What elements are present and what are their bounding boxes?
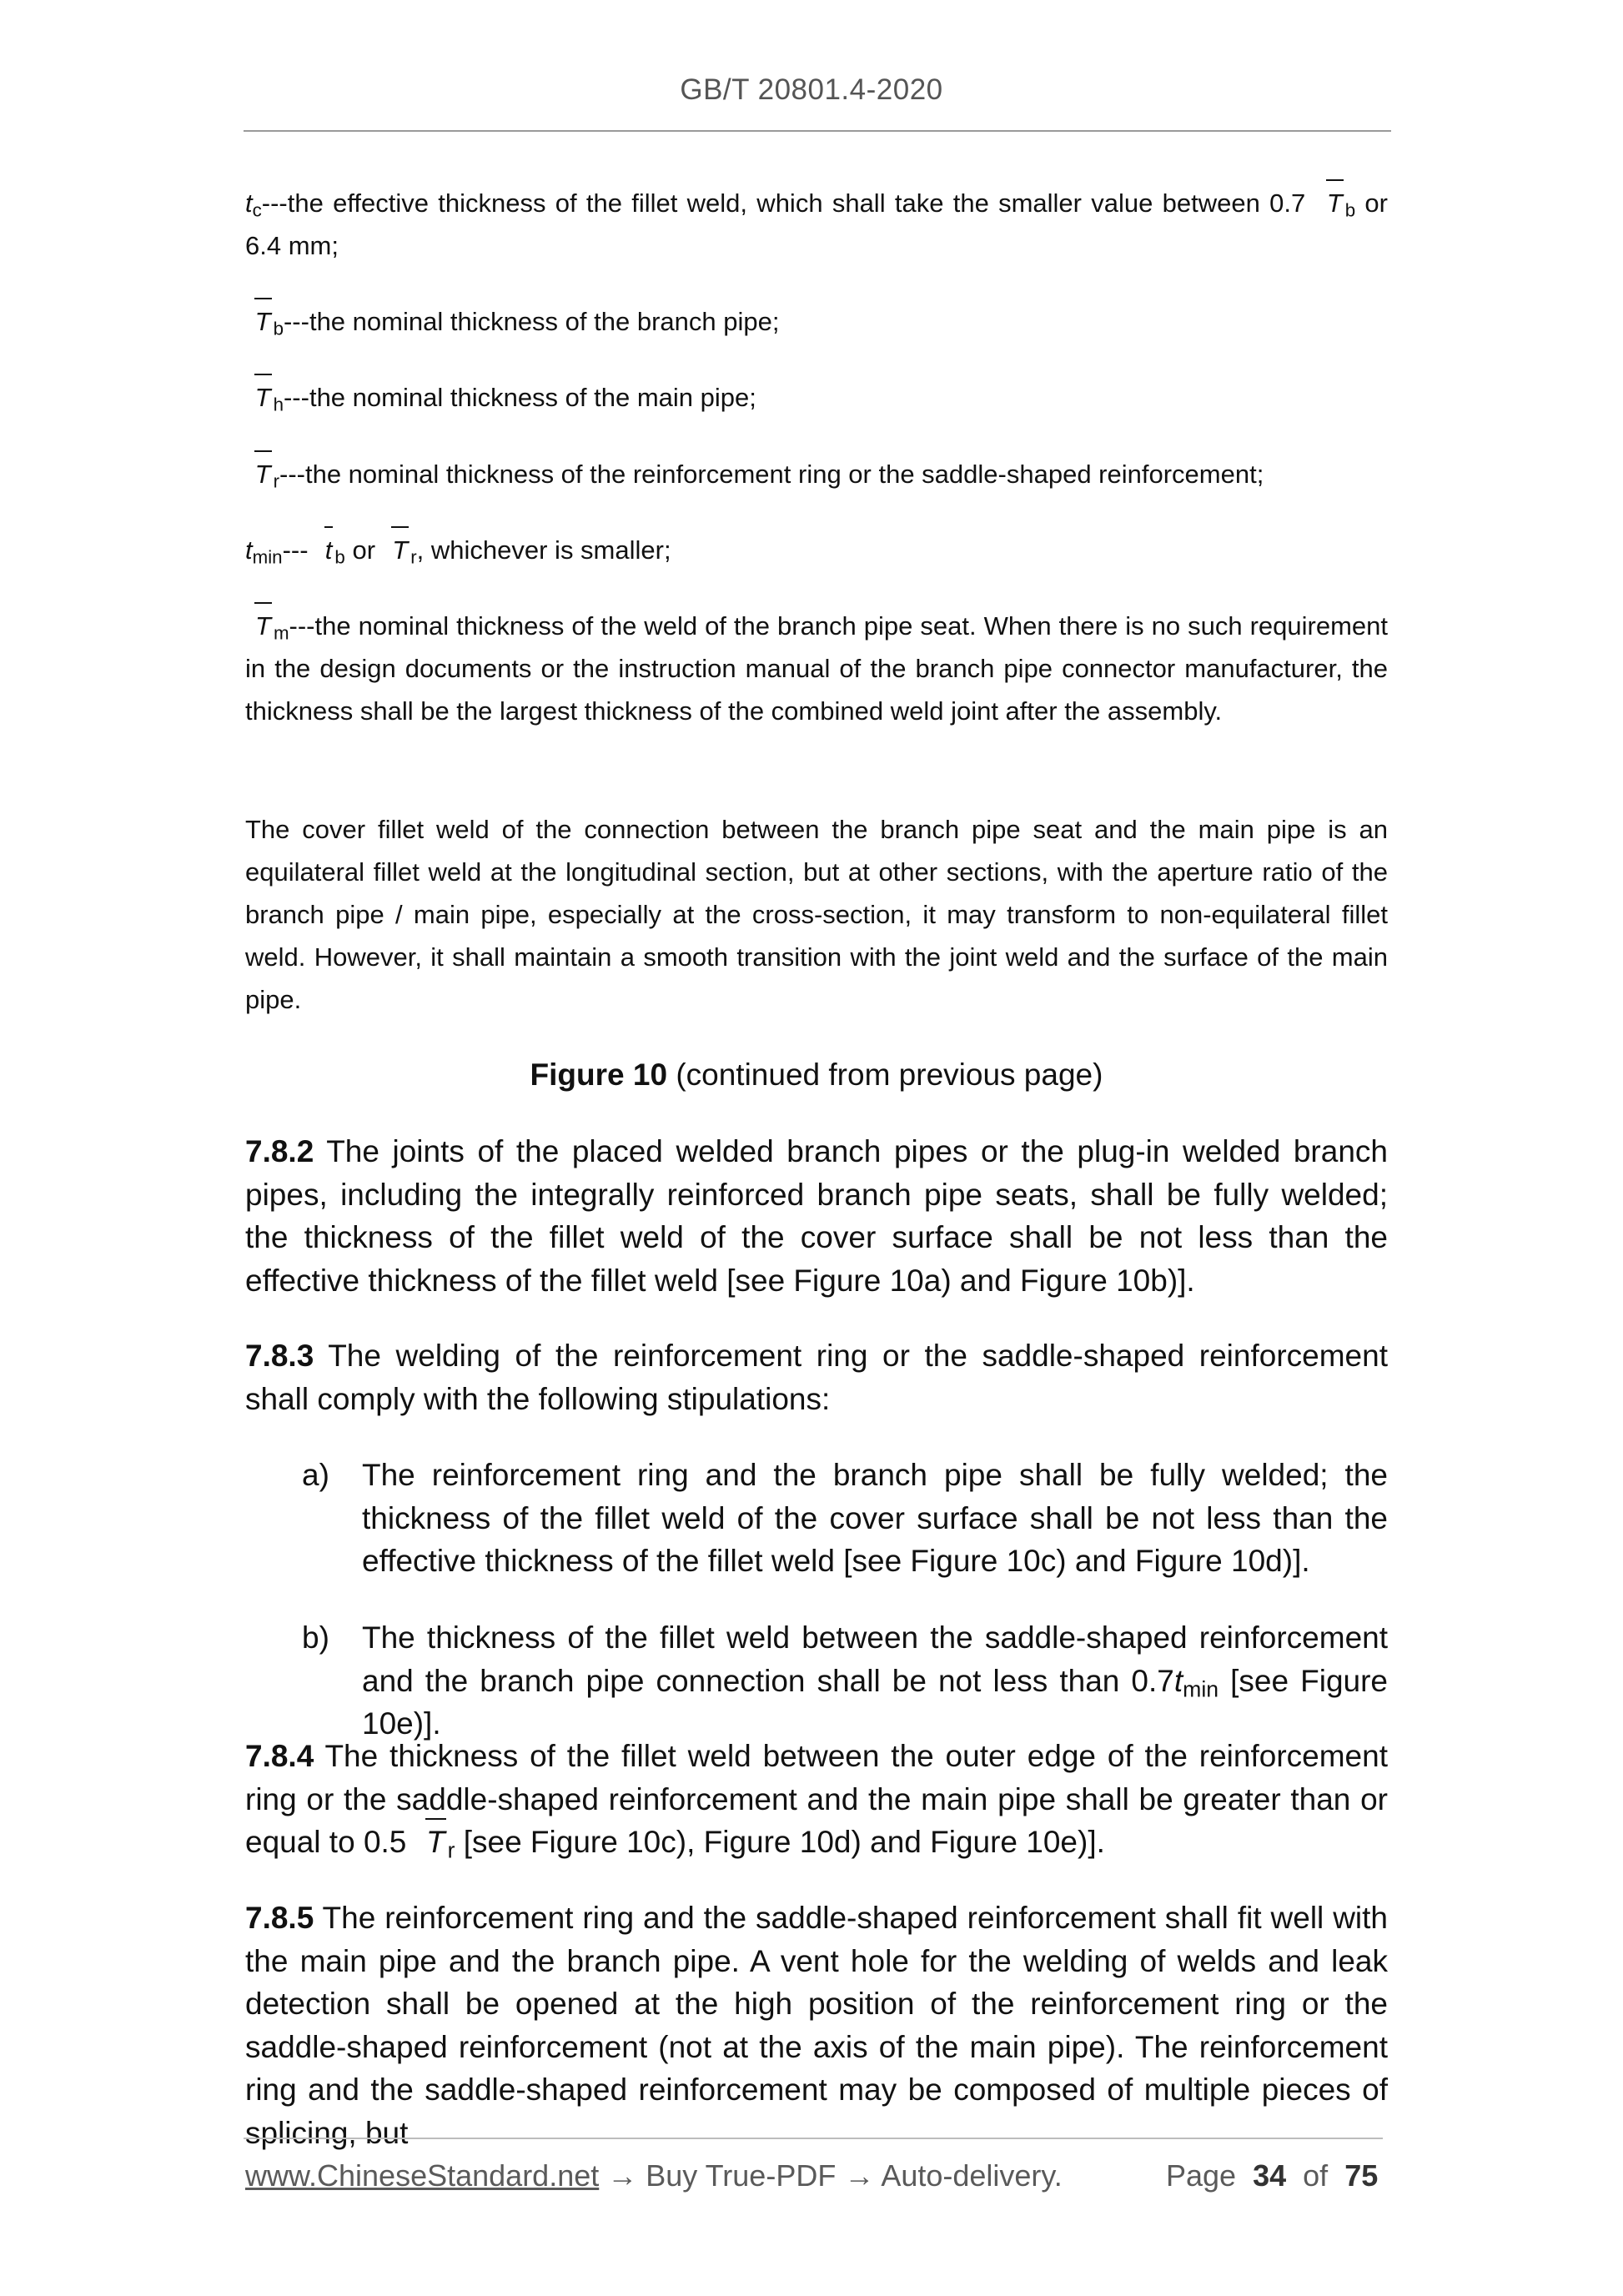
header-rule xyxy=(244,130,1391,132)
list-marker: b) xyxy=(302,1620,329,1655)
clause-text: The welding of the reinforcement ring or the saddle-shaped reinforcement shall comply with the following stipulations: xyxy=(245,1339,1388,1416)
list-item-text xyxy=(362,1616,1388,1746)
clause-7-8-2 xyxy=(245,1130,1388,1302)
clause-number: 7.8.5 xyxy=(245,1901,314,1935)
figure-caption-label: Figure 10 xyxy=(530,1058,668,1092)
page-of-label: of xyxy=(1303,2158,1329,2193)
symbol-tm: T xyxy=(253,605,274,647)
definition-tc xyxy=(245,182,1388,267)
symbol-tmin-sub: min xyxy=(252,546,283,568)
page-current: 34 xyxy=(1253,2158,1287,2193)
definition-tm xyxy=(245,605,1388,732)
footer-promo-text: → Buy True-PDF → Auto-delivery. xyxy=(599,2158,1063,2193)
symbol-tmin-2-sub: min xyxy=(1183,1676,1219,1702)
header-title: GB/T 20801.4-2020 xyxy=(680,73,943,106)
clause-number: 7.8.2 xyxy=(245,1134,314,1168)
symbol-tr-2-sub: r xyxy=(410,546,417,568)
list-item-b-text: The thickness of the fillet weld between the saddle-shaped reinforcement and the branch pipe connection shall be not less than 0.7 xyxy=(362,1620,1388,1698)
clause-number: 7.8.4 xyxy=(245,1739,314,1773)
definition-tc-text: ---the effective thickness of the fillet weld, which shall take the smaller value between 0.7 xyxy=(261,188,1306,218)
symbol-tb-sub2: b xyxy=(273,318,284,339)
clause-number: 7.8.3 xyxy=(245,1339,314,1373)
symbol-th-sub: h xyxy=(273,394,284,415)
symbol-tc-sub: c xyxy=(252,199,262,221)
clause-7-8-5 xyxy=(245,1897,1388,2154)
figure-caption-rest: (continued from previous page) xyxy=(667,1058,1103,1092)
symbol-tb: T xyxy=(253,300,274,343)
definition-tr-text: ---the nominal thickness of the reinforcement ring or the saddle-shaped reinforcement; xyxy=(279,460,1264,489)
symbol-tc: t xyxy=(245,188,253,218)
symbol-tb-lower: t xyxy=(323,529,335,571)
definition-tmin-dash: --- xyxy=(282,535,309,565)
symbol-tr-2: T xyxy=(389,529,410,571)
list-item-b-end: [see Figure 10e)]. xyxy=(362,1663,1388,1741)
footer-promo xyxy=(245,2158,1063,2193)
definition-tmin-end: , whichever is smaller; xyxy=(416,535,671,565)
definition-tb-text: ---the nominal thickness of the branch pipe; xyxy=(283,307,780,336)
clause-text: The joints of the placed welded branch pipes or the plug-in welded branch pipes, including the integrally reinforced branch pipe seats, shall be fully welded; the thickness of the fillet weld of the cover surface shall be not less than the effective thickness of the fillet weld [see Figure 10a) and Figure 10b)]. xyxy=(245,1134,1388,1298)
symbol-tmin: t xyxy=(245,535,253,565)
clause-7-8-3 xyxy=(245,1334,1388,1420)
definition-th-text: ---the nominal thickness of the main pipe; xyxy=(283,383,756,412)
symbol-tr-3-sub: r xyxy=(447,1837,455,1863)
clause-7-8-4 xyxy=(245,1735,1388,1864)
page-label: Page xyxy=(1166,2158,1237,2193)
symbol-tm-sub: m xyxy=(273,622,289,644)
list-marker: a) xyxy=(302,1458,329,1492)
page-number xyxy=(1166,2158,1378,2193)
symbol-tb-lower-sub: b xyxy=(334,546,345,568)
definition-tc-end: or 6.4 mm; xyxy=(245,188,1388,260)
figure-note: The cover fillet weld of the connection between the branch pipe seat and the main pipe is an equilateral fillet weld at the longitudinal section, but at other sections, with the aperture ratio of the branch pipe / main pipe, especially at the cross-section, it may transform to non-equilateral fillet weld. However, it shall maintain a smooth transition with the joint weld and the surface of the main pipe. xyxy=(245,815,1388,1014)
list-item-text: The reinforcement ring and the branch pipe shall be fully welded; the thickness of the fillet weld of the cover surface shall be not less than the effective thickness of the fillet weld [see Figure 10c) and Figure 10d)]. xyxy=(362,1458,1388,1578)
page-total: 75 xyxy=(1344,2158,1379,2193)
definition-th xyxy=(245,376,1388,419)
definition-tmin-or: or xyxy=(352,535,376,565)
definition-tb xyxy=(245,300,1388,343)
symbol-tb-sub: b xyxy=(1344,199,1356,221)
clause-text: The thickness of the fillet weld between the outer edge of the reinforcement ring or the saddle-shaped reinforcement and the main pipe shall be greater than or equal to 0.5 xyxy=(245,1739,1388,1859)
symbol-tmin-2: t xyxy=(1173,1663,1183,1698)
symbol-tr-3: T xyxy=(424,1821,448,1864)
figure-caption xyxy=(245,1053,1388,1097)
definition-tmin xyxy=(245,529,1388,571)
footer-rule xyxy=(244,2138,1383,2139)
symbol-th: T xyxy=(253,376,274,419)
definition-tr xyxy=(245,453,1388,495)
symbol-tr: T xyxy=(253,453,274,495)
symbol-tb-overline: T xyxy=(1324,182,1345,224)
clause-text-end: [see Figure 10c), Figure 10d) and Figure 10e)]. xyxy=(455,1825,1105,1859)
footer-link[interactable]: www.ChineseStandard.net xyxy=(245,2158,600,2193)
definition-tm-text: ---the nominal thickness of the weld of the branch pipe seat. When there is no such requirement in the design documents or the instruction manual of the branch pipe connector manufacturer, the thickness shall be the largest thickness of the combined weld joint after the assembly. xyxy=(245,611,1388,726)
symbol-tr-sub: r xyxy=(273,470,279,492)
clause-text: The reinforcement ring and the saddle-shaped reinforcement shall fit well with the main pipe and the branch pipe. A vent hole for the welding of welds and leak detection shall be opened at the high position of the reinforcement ring or the saddle-shaped reinforcement (not at the axis of the main pipe). The reinforcement ring and the saddle-shaped reinforcement may be composed of multiple pieces of splicing, but xyxy=(245,1901,1388,2150)
